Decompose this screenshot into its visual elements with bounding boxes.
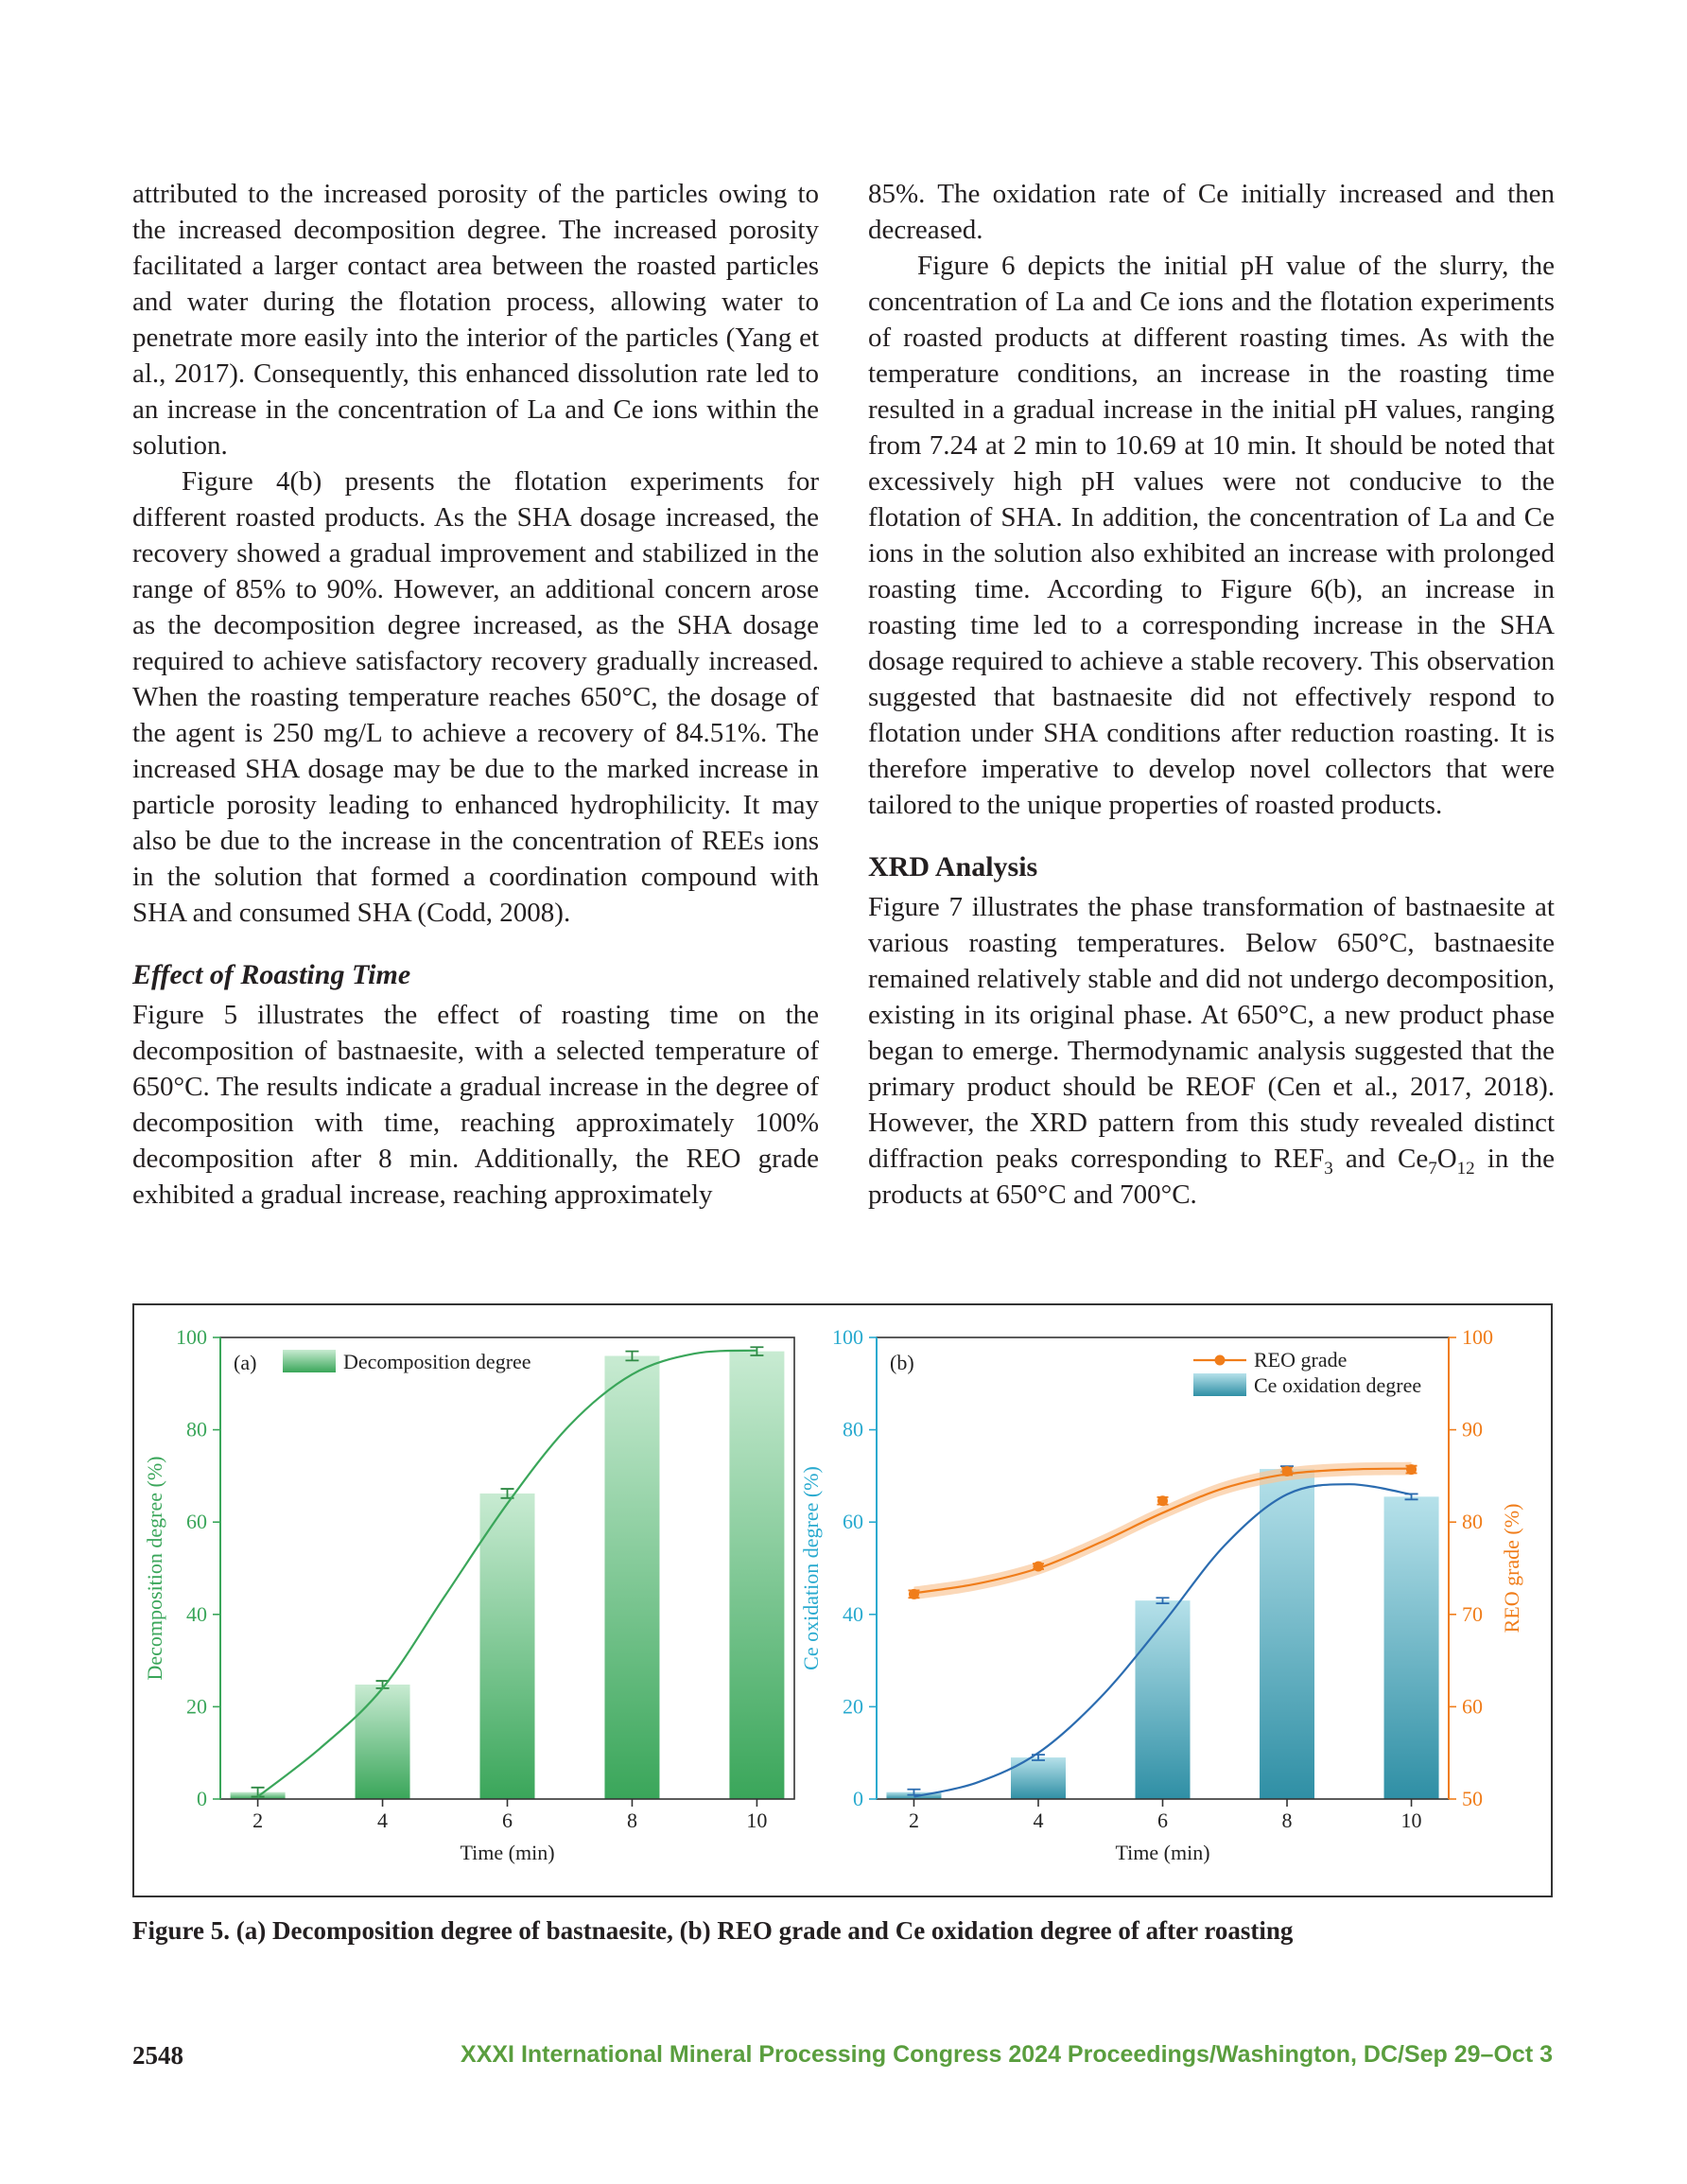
figure-5	[132, 1303, 1553, 1897]
x-tick-label: 4	[377, 1808, 389, 1832]
bar	[356, 1685, 410, 1799]
y-tick-label: 40	[186, 1601, 207, 1626]
data-point	[1282, 1466, 1293, 1476]
legend-label: Decomposition degree	[343, 1350, 531, 1373]
legend-label: REO grade	[1254, 1348, 1348, 1372]
data-point	[1033, 1562, 1043, 1572]
legend-label: Ce oxidation degree	[1254, 1373, 1422, 1397]
bar	[1260, 1469, 1314, 1799]
y-tick-label-right: 70	[1462, 1601, 1483, 1626]
bar	[729, 1352, 784, 1799]
page-number: 2548	[132, 2041, 183, 2070]
bar	[480, 1494, 535, 1799]
y-tick-label: 0	[197, 1787, 207, 1810]
x-tick-label: 6	[502, 1808, 513, 1832]
y-tick-label: 20	[186, 1694, 207, 1719]
y-tick-label: 60	[186, 1510, 207, 1534]
right-paragraph-1: 85%. The oxidation rate of Ce initially increased and then decreased.	[868, 179, 1555, 245]
y-tick-label-right: 100	[1462, 1325, 1493, 1349]
y-tick-label: 0	[853, 1787, 863, 1810]
y-tick-label: 40	[843, 1601, 863, 1626]
left-paragraph-3: Figure 5 illustrates the effect of roasting time on the decomposition of bastnaesite, with a selected temperature of 650°C. The results indicate a gradual increase in the degree of decomposition with time, reaching approximately 100% decomposition after 8 min. Additionally, the REO grade exhibited a gradual increase, reaching approximately	[132, 1000, 819, 1210]
bar	[604, 1356, 659, 1799]
subscript: 7	[1428, 1158, 1437, 1179]
y-axis-label: Ce oxidation degree (%)	[799, 1466, 823, 1670]
right-paragraph-2: Figure 6 depicts the initial pH value of the slurry, the concentration of La and Ce ions and the flotation experiments of roasted products at different roasting times. As with the temperature conditions, an increase in the roasting time resulted in a gradual increase in the initial pH values, ranging from 7.24 at 2 min to 10.69 at 10 min. It should be noted that excessively high pH values were not conducive to the flotation of SHA. In addition, the concentration of La and Ce ions in the solution also exhibited an increase with prolonged roasting time. According to Figure 6(b), an increase in roasting time led to a corresponding increase in the SHA dosage required to achieve a stable recovery. This observation suggested that bastnaesite did not effectively respond to flotation under SHA conditions after reduction roasting. It is therefore imperative to develop novel collectors that were tailored to the unique properties of roasted products.	[868, 251, 1555, 820]
subscript: 3	[1324, 1158, 1333, 1179]
legend-swatch	[283, 1350, 336, 1372]
panel-label: (b)	[890, 1351, 914, 1374]
right-paragraph-3	[868, 889, 1555, 1213]
x-tick-label: 10	[1400, 1808, 1422, 1832]
left-paragraph-1: attributed to the increased porosity of the particles owing to the increased decomposition degree. The increased porosity facilitated a larger contact area between the roasted particles and water during the flotation process, allowing water to penetrate more easily into the interior of the particles (Yang et al., 2017). Consequently, this enhanced dissolution rate led to an increase in the concentration of La and Ce ions within the solution.	[132, 179, 819, 461]
data-point	[909, 1589, 919, 1599]
y-tick-label: 100	[832, 1325, 863, 1349]
fit-curve-right	[913, 1469, 1411, 1594]
y-tick-label-right: 90	[1462, 1417, 1483, 1441]
text-run: and Ce	[1332, 1144, 1429, 1174]
y-tick-label-right: 60	[1462, 1694, 1483, 1719]
section-heading-roasting-time: Effect of Roasting Time	[132, 959, 411, 990]
error-bar	[1157, 1598, 1170, 1603]
right-column	[868, 176, 1555, 1213]
figure-caption: Figure 5. (a) Decomposition degree of bastnaesite, (b) REO grade and Ce oxidation degree of after roasting	[132, 1916, 1294, 1945]
y-tick-label: 80	[186, 1417, 207, 1441]
data-point	[1406, 1464, 1417, 1475]
panel-label: (a)	[234, 1351, 257, 1374]
x-axis-label: Time (min)	[460, 1841, 555, 1864]
error-bar	[1405, 1494, 1418, 1499]
section-heading-xrd: XRD Analysis	[868, 851, 1038, 882]
text-run: in the products at 650°C and 700°C.	[868, 1144, 1555, 1210]
x-tick-label: 8	[1281, 1808, 1293, 1832]
text-run: O	[1436, 1144, 1457, 1174]
left-column	[132, 176, 819, 1213]
error-bar	[907, 1790, 920, 1795]
x-tick-label: 10	[746, 1808, 768, 1832]
x-tick-label: 2	[908, 1808, 919, 1832]
y-axis-label: Decomposition degree (%)	[143, 1456, 166, 1681]
y-tick-label-right: 50	[1462, 1787, 1483, 1810]
running-footer: XXXI International Mineral Processing Congress 2024 Proceedings/Washington, DC/Sep 29–Oct 3	[461, 2041, 1553, 2068]
y-tick-label: 100	[176, 1325, 207, 1349]
bar	[1136, 1600, 1191, 1799]
y-axis-label-right: REO grade (%)	[1500, 1503, 1523, 1634]
y-tick-label: 20	[843, 1694, 863, 1719]
y-tick-label: 80	[843, 1417, 863, 1441]
y-tick-label-right: 80	[1462, 1510, 1483, 1534]
x-tick-label: 2	[252, 1808, 264, 1832]
confidence-band	[913, 1462, 1411, 1599]
legend-marker	[1215, 1355, 1226, 1366]
x-tick-label: 6	[1157, 1808, 1168, 1832]
figure-5-charts	[134, 1305, 1551, 1896]
bar	[1384, 1496, 1439, 1799]
text-run: Figure 7 illustrates the phase transformation of bastnaesite at various roasting temperatures. Below 650°C, bastnaesite remained relatively stable and did not undergo decomposition, existing in its original phase. At 650°C, a new product phase began to emerge. Thermodynamic analysis suggested that the primary product should be REOF (Cen et al., 2017, 2018). However, the XRD pattern from this study revealed distinct diffraction peaks corresponding to REF	[868, 892, 1555, 1174]
x-tick-label: 4	[1033, 1808, 1044, 1832]
subscript: 12	[1456, 1158, 1475, 1179]
left-paragraph-2: Figure 4(b) presents the flotation experiments for different roasted products. As the SHA dosage increased, the recovery showed a gradual improvement and stabilized in the range of 85% to 90%. However, an additional concern arose as the decomposition degree increased, as the SHA dosage required to achieve satisfactory recovery gradually increased. When the roasting temperature reaches 650°C, the dosage of the agent is 250 mg/L to achieve a recovery of 84.51%. The increased SHA dosage may be due to the marked increase in particle porosity leading to enhanced hydrophilicity. It may also be due to the increase in the concentration of REEs ions in the solution that formed a coordination compound with SHA and consumed SHA (Codd, 2008).	[132, 466, 819, 928]
x-axis-label: Time (min)	[1115, 1841, 1210, 1864]
x-tick-label: 8	[626, 1808, 637, 1832]
data-point	[1157, 1495, 1168, 1506]
legend-swatch	[1193, 1373, 1246, 1396]
y-tick-label: 60	[843, 1510, 863, 1534]
